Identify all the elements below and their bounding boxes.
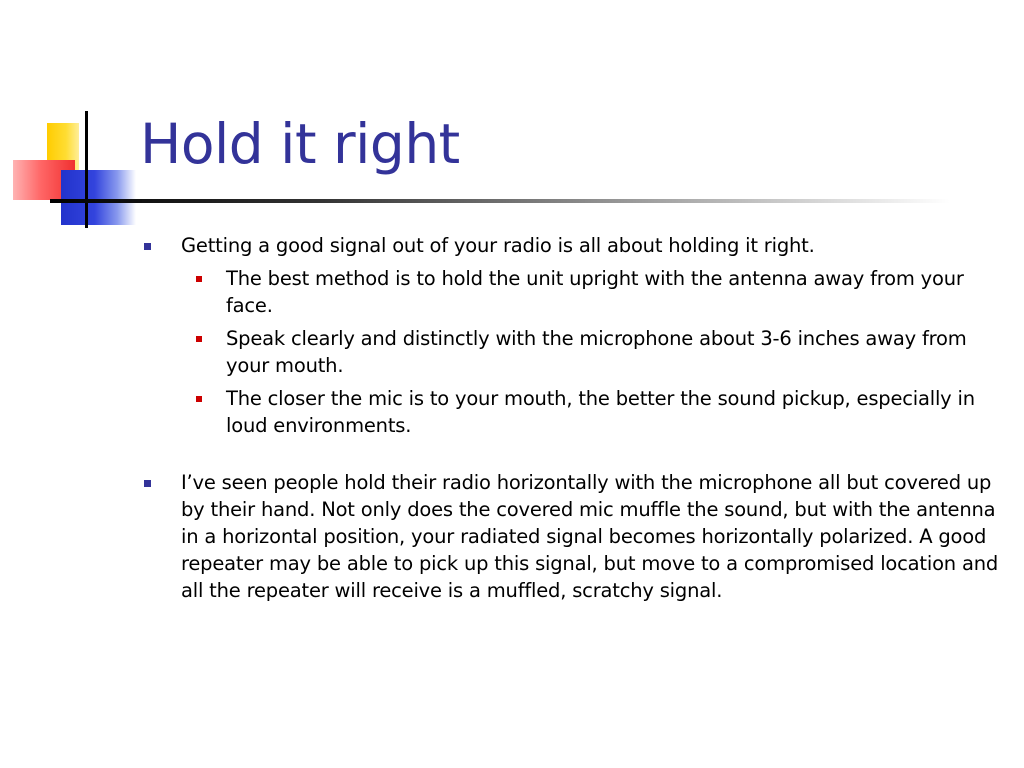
sub-bullet-item bbox=[140, 385, 1000, 439]
spacer bbox=[140, 439, 1000, 469]
bullet-item bbox=[140, 232, 1000, 259]
sub-bullet-square-icon bbox=[196, 336, 202, 342]
bullet-text: I’ve seen people hold their radio horizontally with the microphone all but covered up by their hand. Not only does the covered mic muffle the sound, but with the antenna in a horizontal position, your radiated signal becomes horizontally polarized. A good repeater may be able to pick up this signal, but move to a compromised location and all the repeater will receive is a muffled, scratchy signal. bbox=[181, 471, 999, 602]
sub-bullet-square-icon bbox=[196, 396, 202, 402]
sub-bullet-item bbox=[140, 325, 1000, 379]
bullet-item bbox=[140, 469, 1000, 604]
sub-bullet-square-icon bbox=[196, 276, 202, 282]
title-underline bbox=[50, 199, 950, 203]
sub-bullet-text: Speak clearly and distinctly with the microphone about 3-6 inches away from your mouth. bbox=[226, 327, 967, 377]
decor-vertical-line bbox=[85, 111, 88, 228]
bullet-text: Getting a good signal out of your radio is all about holding it right. bbox=[181, 234, 815, 257]
slide-content bbox=[140, 232, 1000, 604]
sub-bullet-text: The closer the mic is to your mouth, the better the sound pickup, especially in loud environments. bbox=[226, 387, 975, 437]
bullet-square-icon bbox=[144, 243, 151, 250]
sub-bullet-text: The best method is to hold the unit upright with the antenna away from your face. bbox=[226, 267, 964, 317]
decor-blue-square bbox=[61, 170, 136, 225]
sub-bullet-item bbox=[140, 265, 1000, 319]
slide-title: Hold it right bbox=[140, 112, 460, 176]
bullet-square-icon bbox=[144, 480, 151, 487]
